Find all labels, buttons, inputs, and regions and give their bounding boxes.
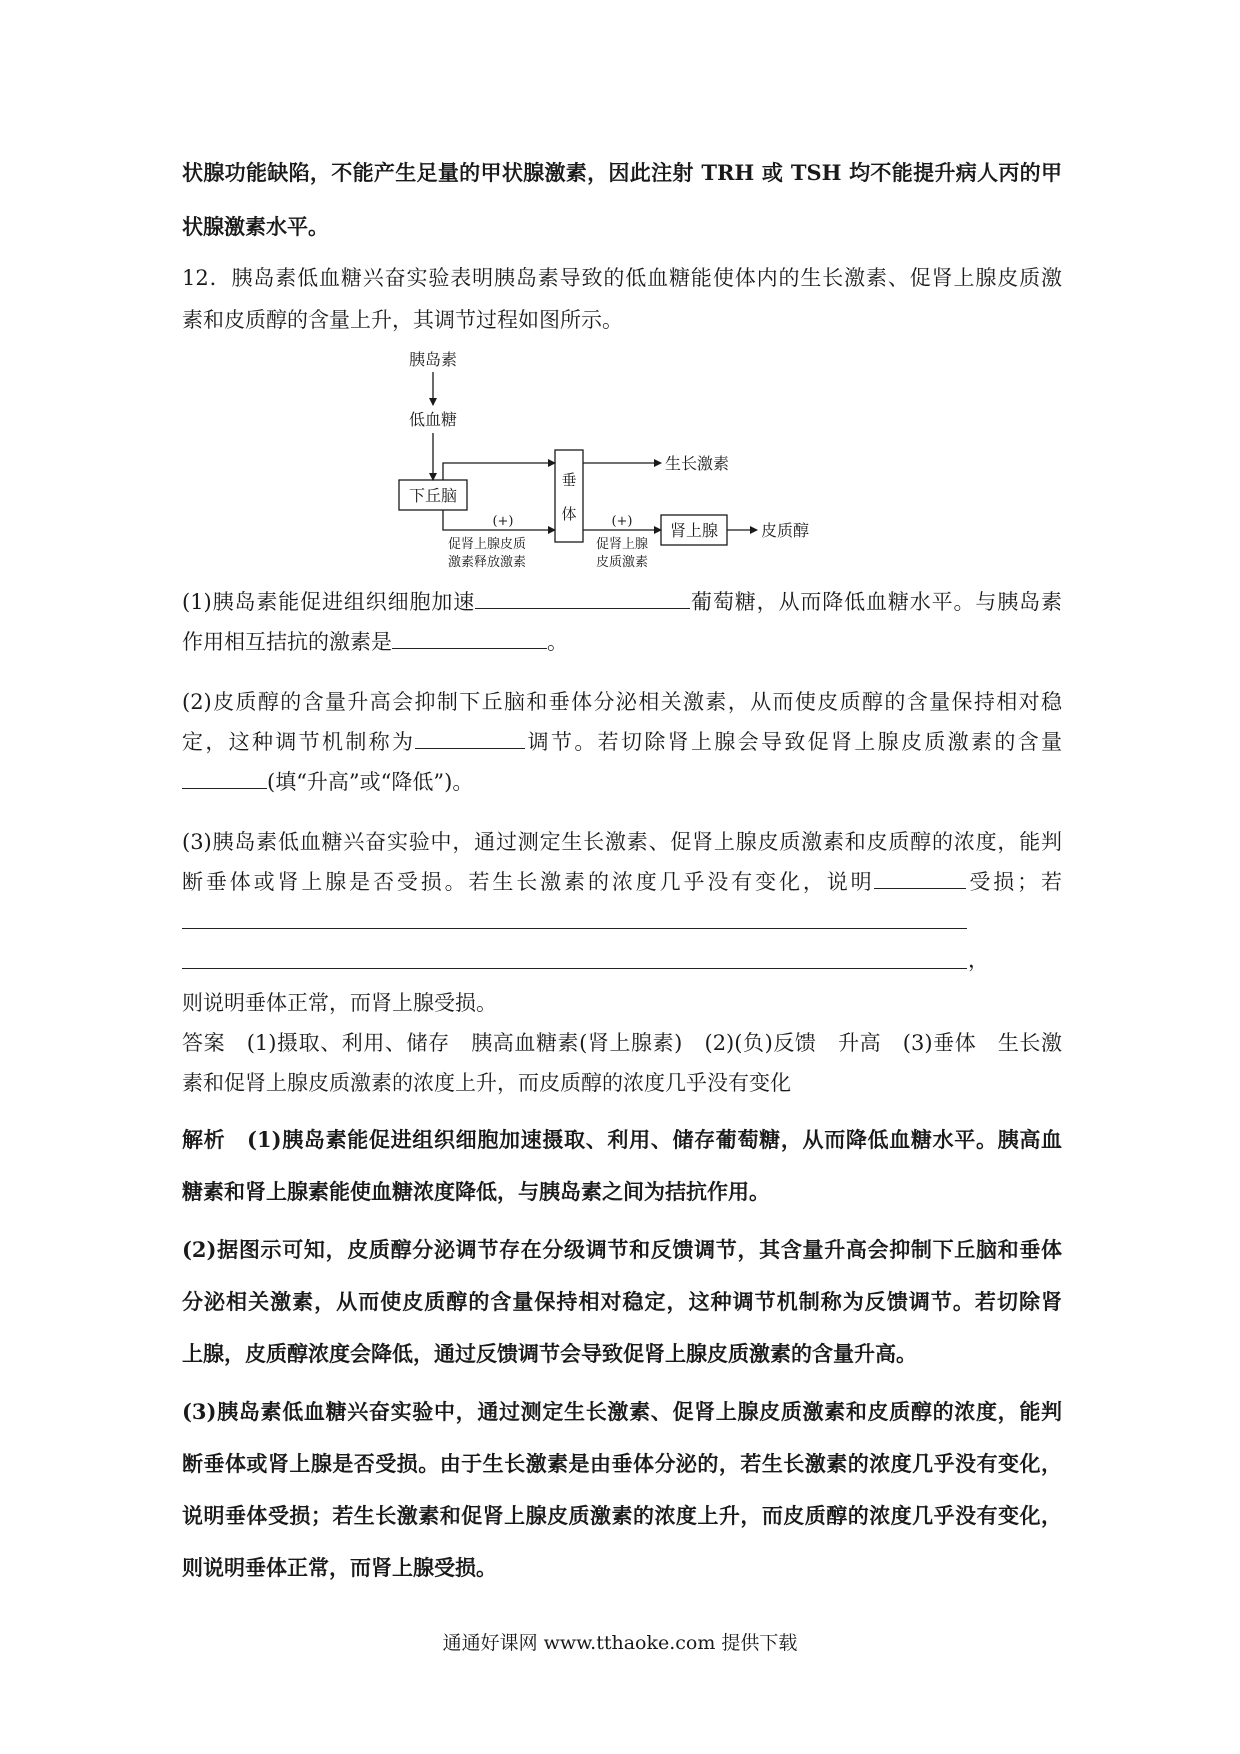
top-text-line-2: 状腺激素水平。 xyxy=(182,214,329,239)
analysis-line-8: 说明垂体受损；若生长激素和促肾上腺皮质激素的浓度上升，而皮质醇的浓度几乎没有变化， xyxy=(182,1503,1062,1528)
answer-line-1: 答案 (1)摄取、利用、储存 胰高血糖素(肾上腺素) (2)(负)反馈 升高 (3)垂体 生长激 xyxy=(182,1031,1062,1055)
sub1-text-b: 葡萄糖，从而降低血糖水平。与胰岛素 xyxy=(690,590,1062,614)
node-pituitary-1: 垂 xyxy=(561,471,577,489)
analysis-line-1: 解析 (1)胰岛素能促进组织细胞加速摄取、利用、储存葡萄糖，从而降低血糖水平。胰高血 xyxy=(182,1127,1062,1152)
sub1-blank-2[interactable] xyxy=(392,628,547,649)
analysis-line-2: 糖素和肾上腺素能使血糖浓度降低，与胰岛素之间为拮抗作用。 xyxy=(182,1179,770,1204)
sub3-line-1: (3)胰岛素低血糖兴奋实验中，通过测定生长激素、促肾上腺皮质激素和皮质醇的浓度，能判 xyxy=(182,830,1062,854)
sub2-text-b: 调节。若切除肾上腺会导致促肾上腺皮质激素的含量 xyxy=(525,730,1063,754)
sub3-comma: ， xyxy=(968,948,989,972)
sub2-line-3 xyxy=(182,767,1062,797)
label-acth-line-2: 皮质激素 xyxy=(595,555,649,570)
node-low-glucose: 低血糖 xyxy=(408,410,458,429)
sub3-line-2 xyxy=(182,867,1062,897)
sub1-line-2 xyxy=(182,627,1062,657)
sub3-line-5: 则说明垂体正常，而肾上腺受损。 xyxy=(182,991,497,1015)
sub3-text-a: 断垂体或肾上腺是否受损。若生长激素的浓度几乎没有变化，说明 xyxy=(182,870,875,894)
sub1-line-1 xyxy=(182,587,1062,617)
page-footer: 通通好课网 www.tthaoke.com 提供下载 xyxy=(442,1632,798,1654)
regulation-diagram xyxy=(395,345,815,575)
label-plus-1: (+) xyxy=(492,514,514,529)
sub1-text-c: 作用相互拮抗的激素是 xyxy=(182,630,392,654)
node-cortisol: 皮质醇 xyxy=(761,521,810,540)
sub2-text-a: 定，这种调节机制称为 xyxy=(182,730,416,754)
sub3-text-b: 受损；若 xyxy=(966,870,1062,894)
sub2-line-2 xyxy=(182,727,1062,757)
analysis-line-9: 则说明垂体正常，而肾上腺受损。 xyxy=(182,1555,497,1580)
node-pituitary-2: 体 xyxy=(561,505,577,523)
question-line-2: 素和皮质醇的含量上升，其调节过程如图所示。 xyxy=(182,308,623,332)
node-hypothalamus: 下丘脑 xyxy=(408,486,458,505)
label-crh-line-1: 促肾上腺皮质 xyxy=(447,537,527,552)
node-adrenal: 肾上腺 xyxy=(669,521,719,540)
label-acth-line-1: 促肾上腺 xyxy=(595,537,649,552)
label-plus-2: (+) xyxy=(611,514,633,529)
sub2-blank-1[interactable] xyxy=(415,728,525,749)
analysis-line-6: (3)胰岛素低血糖兴奋实验中，通过测定生长激素、促肾上腺皮质激素和皮质醇的浓度，能判 xyxy=(182,1399,1062,1424)
analysis-line-7: 断垂体或肾上腺是否受损。由于生长激素是由垂体分泌的，若生长激素的浓度几乎没有变化， xyxy=(182,1451,1062,1476)
node-pituitary-box xyxy=(555,450,583,542)
sub2-text-c: (填“升高”或“降低”)。 xyxy=(267,770,474,794)
arrow-hypothalamus-to-pituitary-top xyxy=(443,463,555,480)
question-line-1: 12．胰岛素低血糖兴奋实验表明胰岛素导致的低血糖能使体内的生长激素、促肾上腺皮质激 xyxy=(182,266,1062,290)
analysis-line-5: 上腺，皮质醇浓度会降低，通过反馈调节会导致促肾上腺皮质激素的含量升高。 xyxy=(182,1341,917,1366)
node-growth-hormone: 生长激素 xyxy=(665,454,730,473)
sub2-line-1: (2)皮质醇的含量升高会抑制下丘脑和垂体分泌相关激素，从而使皮质醇的含量保持相对稳 xyxy=(182,690,1062,714)
node-insulin: 胰岛素 xyxy=(408,350,458,369)
sub1-text-d: 。 xyxy=(547,630,568,654)
top-text-line-1: 状腺功能缺陷，不能产生足量的甲状腺激素，因此注射 TRH 或 TSH 均不能提升病人丙的甲 xyxy=(182,160,1062,185)
sub3-answer-line-2[interactable] xyxy=(182,968,967,969)
sub1-text-a: (1)胰岛素能促进组织细胞加速 xyxy=(182,590,476,614)
answer-line-2: 素和促肾上腺皮质激素的浓度上升，而皮质醇的浓度几乎没有变化 xyxy=(182,1071,791,1095)
label-crh-line-2: 激素释放激素 xyxy=(447,555,527,570)
sub3-answer-line-1[interactable] xyxy=(182,928,967,929)
sub2-blank-2[interactable] xyxy=(182,768,267,789)
sub1-blank-1[interactable] xyxy=(475,588,690,609)
sub3-blank-1[interactable] xyxy=(874,868,966,889)
analysis-line-4: 分泌相关激素，从而使皮质醇的含量保持相对稳定，这种调节机制称为反馈调节。若切除肾 xyxy=(182,1289,1062,1314)
analysis-line-3: (2)据图示可知，皮质醇分泌调节存在分级调节和反馈调节，其含量升高会抑制下丘脑和垂体 xyxy=(182,1237,1062,1262)
